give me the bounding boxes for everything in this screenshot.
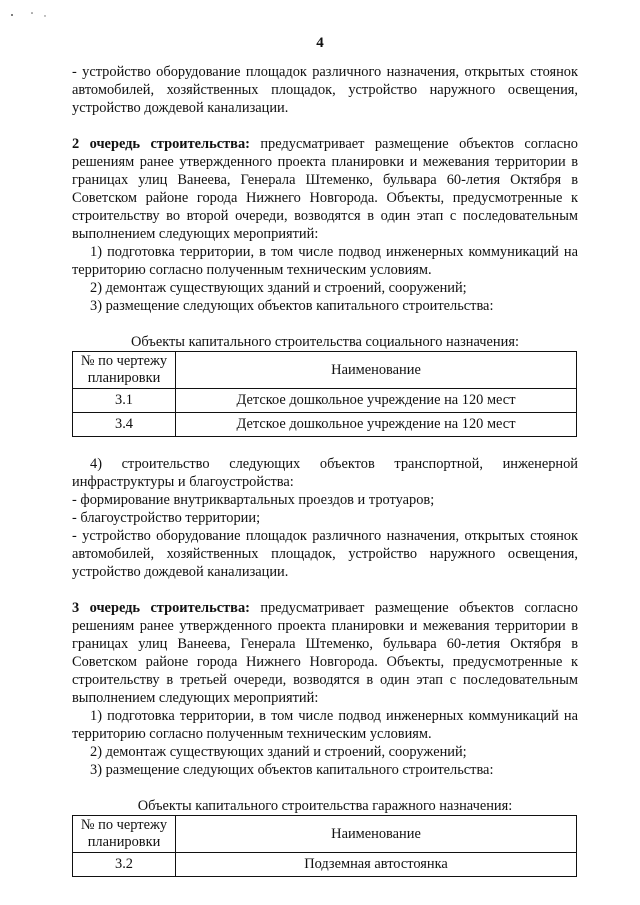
stage2-step-4: 4) строительство следующих объектов транспортной, инженерной инфраструктуры и благоустройства: [72,456,578,490]
stage2-heading: 2 очередь строительства: [72,136,250,152]
stage2-paragraph [72,135,578,243]
table-cell-name: Детское дошкольное учреждение на 120 мест [176,389,577,413]
stage3-heading: 3 очередь строительства: [72,600,250,616]
column-header-name: Наименование [176,816,577,853]
table-header-row [73,816,577,853]
stage3-step-2: 2) демонтаж существующих зданий и строений, сооружений; [90,744,467,760]
stage3-text: предусматривает размещение объектов согласно решениям ранее утвержденного проекта планировки и межевания территории в границах улиц Ванеева, Генерала Штеменко, бульвара 60-летия Октября в Советском районе города Нижнего Новгорода. Объекты, предусмотренные к строительству в третьей очереди, возводятся в один этап с последовательным выполнением следующих мероприятий: [72,600,578,706]
stage3-table-caption: Объекты капитального строительства гаражного назначения: [137,798,513,814]
stage2-table-caption: Объекты капитального строительства социального назначения: [131,334,519,350]
intro-item: - устройство оборудование площадок различного назначения, открытых стоянок автомобилей, хозяйственных площадок, устройство наружного освещения, устройство дождевой канализации. [72,64,578,116]
document-body [72,63,578,877]
table-row [73,389,577,413]
table-header-row [73,352,577,389]
page-number: 4 [316,35,324,51]
column-header-number: № по чертежу планировки [73,352,176,389]
table-cell-name: Подземная автостоянка [176,853,577,877]
column-header-number: № по чертежу планировки [73,816,176,853]
stage3-table [72,815,577,877]
scan-specks [8,10,48,18]
stage2-text: предусматривает размещение объектов согласно решениям ранее утвержденного проекта планировки и межевания территории в границах улиц Ванеева, Генерала Штеменко, бульвара 60-летия Октября в Советском районе города Нижнего Новгорода. Объекты, предусмотренные к строительству во второй очереди, возводятся в один этап с последовательным выполнением следующих мероприятий: [72,136,578,242]
table-cell-number: 3.1 [73,389,176,413]
stage2-bullet-3: - устройство оборудование площадок различного назначения, открытых стоянок автомобилей, хозяйственных площадок, устройство наружного освещения, устройство дождевой канализации. [72,528,578,580]
stage2-bullet-1: - формирование внутриквартальных проездов и тротуаров; [72,492,435,508]
table-cell-name: Детское дошкольное учреждение на 120 мест [176,413,577,437]
table-cell-number: 3.4 [73,413,176,437]
stage3-step-3: 3) размещение следующих объектов капитального строительства: [90,762,494,778]
stage2-table [72,351,577,437]
stage2-bullet-2: - благоустройство территории; [72,510,261,526]
table-row [73,413,577,437]
column-header-name: Наименование [176,352,577,389]
stage2-step-3: 3) размещение следующих объектов капитального строительства: [90,298,494,314]
table-row [73,853,577,877]
stage3-paragraph [72,599,578,707]
table-cell-number: 3.2 [73,853,176,877]
stage2-step-2: 2) демонтаж существующих зданий и строений, сооружений; [90,280,467,296]
stage2-step-1: 1) подготовка территории, в том числе подвод инженерных коммуникаций на территорию согласно полученным техническим условиям. [72,244,578,278]
stage3-step-1: 1) подготовка территории, в том числе подвод инженерных коммуникаций на территорию согласно полученным техническим условиям. [72,708,578,742]
